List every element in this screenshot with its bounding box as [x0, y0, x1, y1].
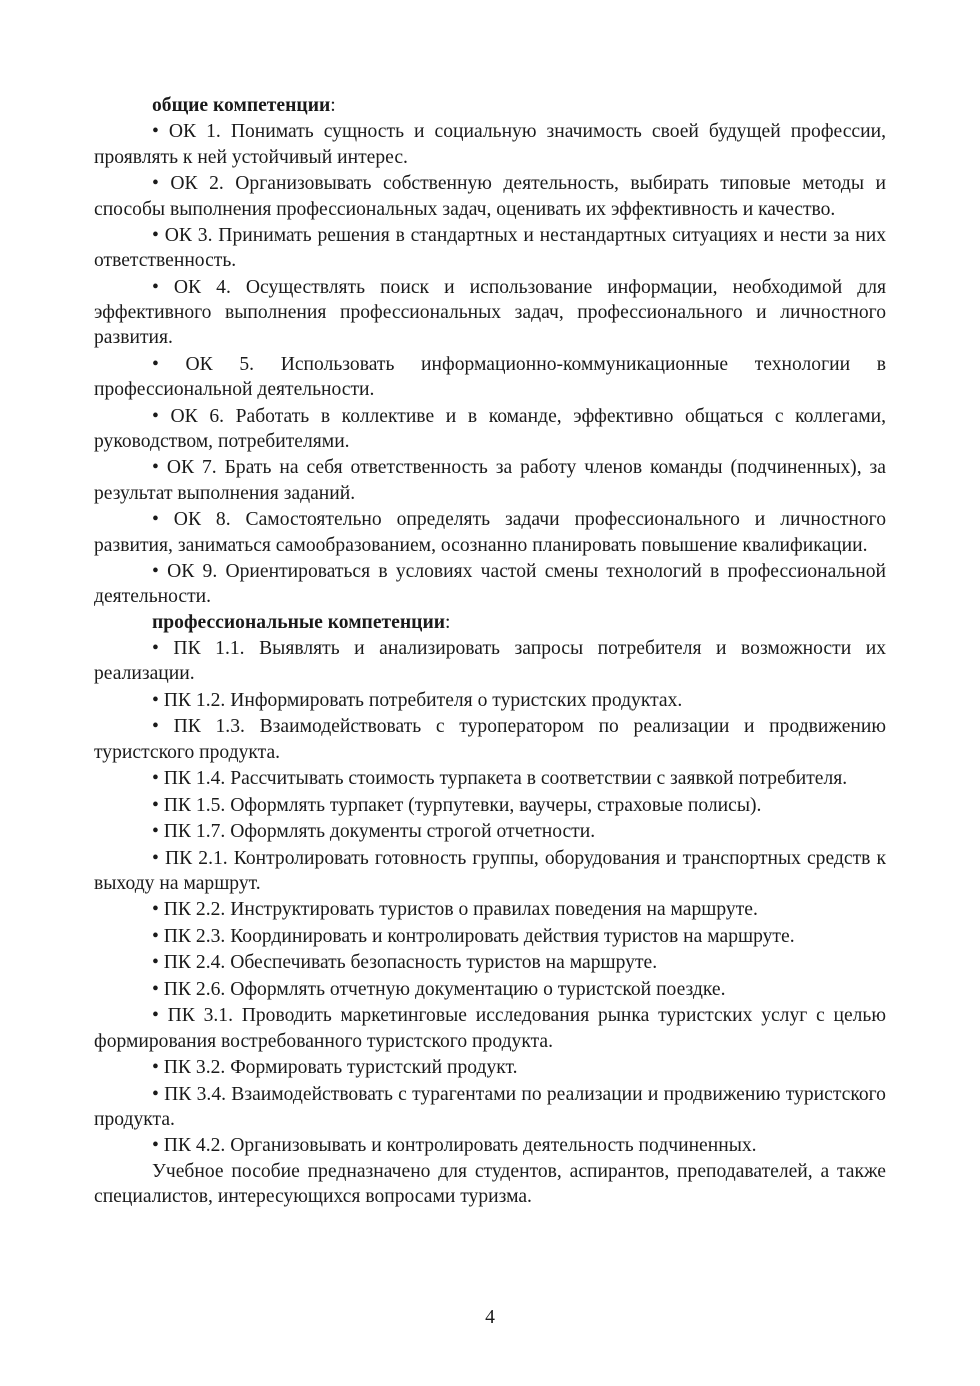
- list-item: [94, 819, 886, 844]
- list-item: [94, 793, 886, 818]
- list-item-text: ПК 2.4. Обеспечивать безопасность туристов на маршруте.: [163, 952, 658, 974]
- list-item-text: ПК 3.4. Взаимодействовать с турагентами по реализации и продвижению туристского продукта.: [94, 1083, 886, 1130]
- list-item-text: ОК 1. Понимать сущность и социальную значимость своей будущей профессии, проявлять к ней устойчивый интерес.: [94, 121, 886, 168]
- list-item-text: ОК 7. Брать на себя ответственность за работу членов команды (подчиненных), за результат выполнения заданий.: [94, 457, 886, 504]
- bullet-icon: •: [152, 561, 159, 583]
- list-item: [94, 950, 886, 975]
- list-item-text: ПК 1.5. Оформлять турпакет (турпутевки, ваучеры, страховые полисы).: [163, 794, 762, 816]
- list-item-text: ОК 3. Принимать решения в стандартных и нестандартных ситуациях и нести за них ответственность.: [94, 225, 887, 272]
- closing-paragraph: Учебное пособие предназначено для студентов, аспирантов, преподавателей, а также специалистов, интересующихся вопросами туризма.: [94, 1160, 886, 1207]
- list-item: [94, 1003, 886, 1054]
- list-item-text: ПК 1.2. Информировать потребителя о туристских продуктах.: [163, 689, 683, 711]
- bullet-icon: •: [152, 121, 159, 143]
- list-item-text: ПК 2.3. Координировать и контролировать действия туристов на маршруте.: [163, 925, 795, 947]
- page-number: 4: [485, 1307, 495, 1328]
- list-item: [94, 455, 886, 506]
- bullet-icon: •: [152, 768, 159, 790]
- bullet-icon: •: [152, 1057, 159, 1079]
- bullet-icon: •: [152, 638, 159, 660]
- bullet-icon: •: [152, 821, 159, 843]
- list-item-text: ПК 2.1. Контролировать готовность группы, оборудования и транспортных средств к выходу на маршрут.: [94, 847, 887, 894]
- list-item: [94, 766, 886, 791]
- general-heading-text: общие компетенции: [152, 95, 331, 116]
- list-item: [94, 1133, 886, 1158]
- general-heading-colon: :: [330, 95, 336, 116]
- list-item-text: ОК 2. Организовывать собственную деятельность, выбирать типовые методы и способы выполнения профессиональных задач, оценивать их эффективность и качество.: [94, 173, 886, 220]
- list-item: [94, 897, 886, 922]
- bullet-icon: •: [152, 978, 159, 1000]
- list-item: [94, 714, 886, 765]
- list-item: [94, 119, 886, 170]
- list-item-text: ОК 5. Использовать информационно-коммуникационные технологии в профессиональной деятельности.: [94, 353, 886, 401]
- bullet-icon: •: [152, 1083, 159, 1105]
- list-item-text: ПК 2.6. Оформлять отчетную документацию о туристской поездке.: [163, 978, 726, 1000]
- list-item-text: ПК 2.2. Инструктировать туристов о правилах поведения на маршруте.: [163, 899, 758, 921]
- bullet-icon: •: [152, 716, 159, 738]
- list-item-text: ОК 6. Работать в коллективе и в команде, эффективно общаться с коллегами, руководством, потребителями.: [94, 405, 886, 452]
- bullet-icon: •: [152, 952, 159, 974]
- list-item: [94, 977, 886, 1002]
- bullet-icon: •: [152, 173, 159, 195]
- list-item: [94, 404, 886, 455]
- list-item: [94, 1055, 886, 1080]
- bullet-icon: •: [152, 457, 159, 479]
- list-item: [94, 559, 886, 610]
- bullet-icon: •: [152, 509, 159, 531]
- list-item-text: ПК 3.1. Проводить маркетинговые исследования рынка туристских услуг с целью формирования востребованного туристского продукта.: [94, 1005, 887, 1052]
- list-item-text: ОК 4. Осуществлять поиск и использование информации, необходимой для эффективного выполнения профессиональных задач, профессионального и личностного развития.: [94, 276, 886, 349]
- list-item: [94, 846, 886, 897]
- list-item: [94, 275, 886, 351]
- bullet-icon: •: [152, 847, 159, 869]
- list-item-text: ПК 4.2. Организовывать и контролировать деятельность подчиненных.: [163, 1135, 757, 1157]
- professional-competencies-heading: [94, 610, 886, 635]
- bullet-icon: •: [152, 405, 159, 427]
- professional-heading-text: профессиональные компетенции: [152, 611, 446, 633]
- bullet-icon: •: [152, 276, 159, 298]
- general-competencies-list: [94, 119, 886, 609]
- list-item: [94, 636, 886, 687]
- professional-competencies-list: [94, 636, 886, 1159]
- bullet-icon: •: [152, 353, 159, 375]
- list-item-text: ПК 1.3. Взаимодействовать с туроператором по реализации и продвижению туристского продукта.: [94, 716, 886, 763]
- list-item-text: ПК 1.4. Рассчитывать стоимость турпакета в соответствии с заявкой потребителя.: [163, 768, 848, 790]
- bullet-icon: •: [152, 925, 159, 947]
- list-item: [94, 688, 886, 713]
- bullet-icon: •: [152, 1135, 159, 1157]
- professional-heading-colon: :: [445, 611, 451, 633]
- list-item: [94, 1082, 886, 1133]
- list-item-text: ПК 1.7. Оформлять документы строгой отчетности.: [163, 821, 596, 843]
- list-item: [94, 507, 886, 558]
- bullet-icon: •: [152, 689, 159, 711]
- list-item-text: ПК 3.2. Формировать туристский продукт.: [163, 1057, 518, 1079]
- list-item: [94, 924, 886, 949]
- general-competencies-heading: [94, 93, 886, 118]
- list-item-text: ОК 9. Ориентироваться в условиях частой смены технологий в профессиональной деятельности.: [94, 561, 886, 608]
- list-item: [94, 171, 886, 222]
- bullet-icon: •: [152, 899, 159, 921]
- list-item-text: ОК 8. Самостоятельно определять задачи профессионального и личностного развития, заниматься самообразованием, осознанно планировать повышение квалификации.: [94, 509, 886, 556]
- list-item: [94, 352, 886, 403]
- list-item: [94, 223, 886, 274]
- bullet-icon: •: [152, 794, 159, 816]
- bullet-icon: •: [152, 225, 159, 247]
- bullet-icon: •: [152, 1005, 159, 1027]
- list-item-text: ПК 1.1. Выявлять и анализировать запросы потребителя и возможности их реализации.: [94, 638, 886, 685]
